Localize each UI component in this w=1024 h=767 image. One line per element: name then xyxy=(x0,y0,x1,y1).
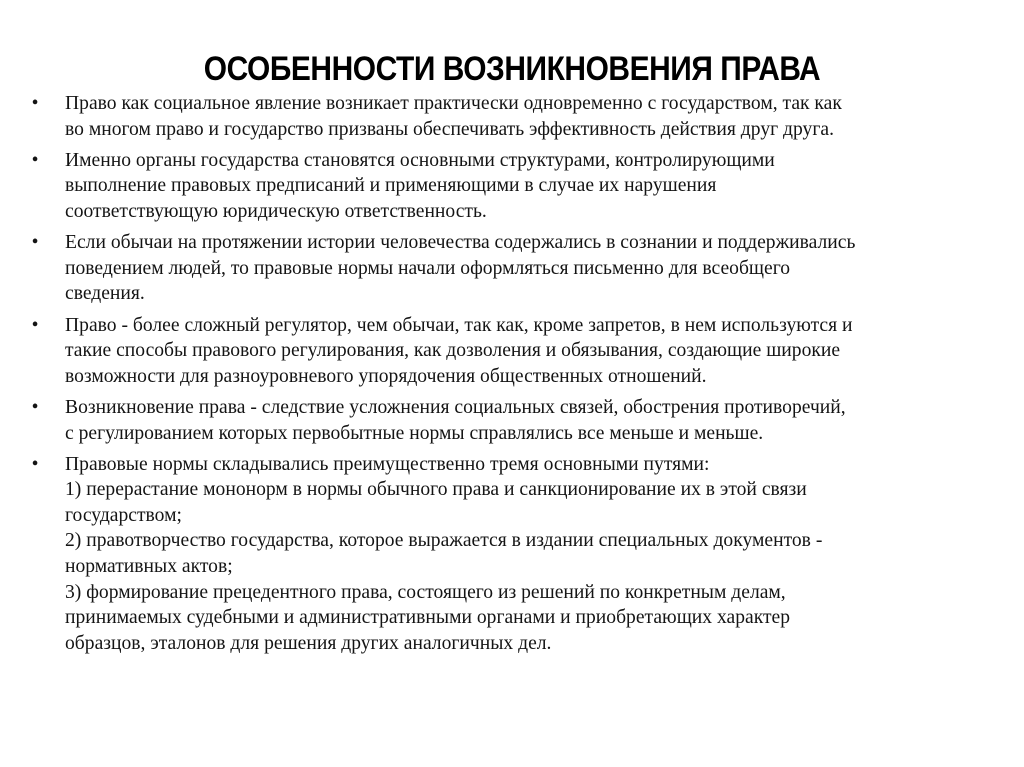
bullet-text-line: соответствующую юридическую ответственность. xyxy=(65,200,487,222)
bullet-text-line: такие способы правового регулирования, как дозволения и обязывания, создающие широкие xyxy=(65,340,841,362)
bullet-item xyxy=(28,452,998,657)
bullet-text-line: Правовые нормы складывались преимущественно тремя основными путями: xyxy=(65,453,710,475)
bullet-text-line: 1) перерастание мононорм в нормы обычного права и санкционирование их в этой связи xyxy=(65,479,807,501)
bullet-text-line: образцов, эталонов для решения других аналогичных дел. xyxy=(65,632,552,654)
bullet-list xyxy=(28,91,998,662)
bullet-item xyxy=(28,91,998,142)
bullet-text-line: Именно органы государства становятся основными структурами, контролирующими xyxy=(65,149,775,171)
bullet-text-line: сведения. xyxy=(65,283,145,305)
bullet-text-line: Возникновение права - следствие усложнения социальных связей, обострения противоречий, xyxy=(65,396,846,418)
bullet-item xyxy=(28,230,998,307)
bullet-item xyxy=(28,313,998,390)
bullet-text-line: выполнение правовых предписаний и применяющими в случае их нарушения xyxy=(65,175,717,197)
bullet-dot-icon: • xyxy=(31,396,39,418)
bullet-dot-icon: • xyxy=(31,149,39,171)
bullet-text-line: государством; xyxy=(65,504,182,526)
bullet-text-line: поведением людей, то правовые нормы начали оформляться письменно для всеобщего xyxy=(65,257,791,279)
bullet-dot-icon: • xyxy=(31,314,39,336)
bullet-text-line: 3) формирование прецедентного права, состоящего из решений по конкретным делам, xyxy=(65,581,786,603)
bullet-dot-icon: • xyxy=(31,93,39,114)
bullet-text-line: принимаемых судебными и административными органами и приобретающих характер xyxy=(65,607,791,629)
bullet-text-line: нормативных актов; xyxy=(65,556,233,578)
bullet-dot-icon: • xyxy=(31,232,39,254)
bullet-text-line: с регулированием которых первобытные нормы справлялись все меньше и меньше. xyxy=(65,422,764,444)
bullet-item xyxy=(28,395,998,446)
bullet-item xyxy=(28,148,998,225)
bullet-text-line: Право - более сложный регулятор, чем обычаи, так как, кроме запретов, в нем используются и xyxy=(65,314,853,336)
bullet-text-line: 2) правотворчество государства, которое выражается в издании специальных документов - xyxy=(65,530,823,552)
bullet-text-line: возможности для разноуровневого упорядочения общественных отношений. xyxy=(65,365,707,387)
bullet-dot-icon: • xyxy=(31,453,39,475)
bullet-text-line: Право как социальное явление возникает практически одновременно с государством, так как xyxy=(65,93,842,114)
bullet-text-line: во многом право и государство призваны обеспечивать эффективность действия друг друга. xyxy=(65,118,834,140)
slide-title: ОСОБЕННОСТИ ВОЗНИКНОВЕНИЯ ПРАВА xyxy=(203,49,821,88)
bullet-text-line: Если обычаи на протяжении истории человечества содержались в сознании и поддерживались xyxy=(65,232,856,254)
